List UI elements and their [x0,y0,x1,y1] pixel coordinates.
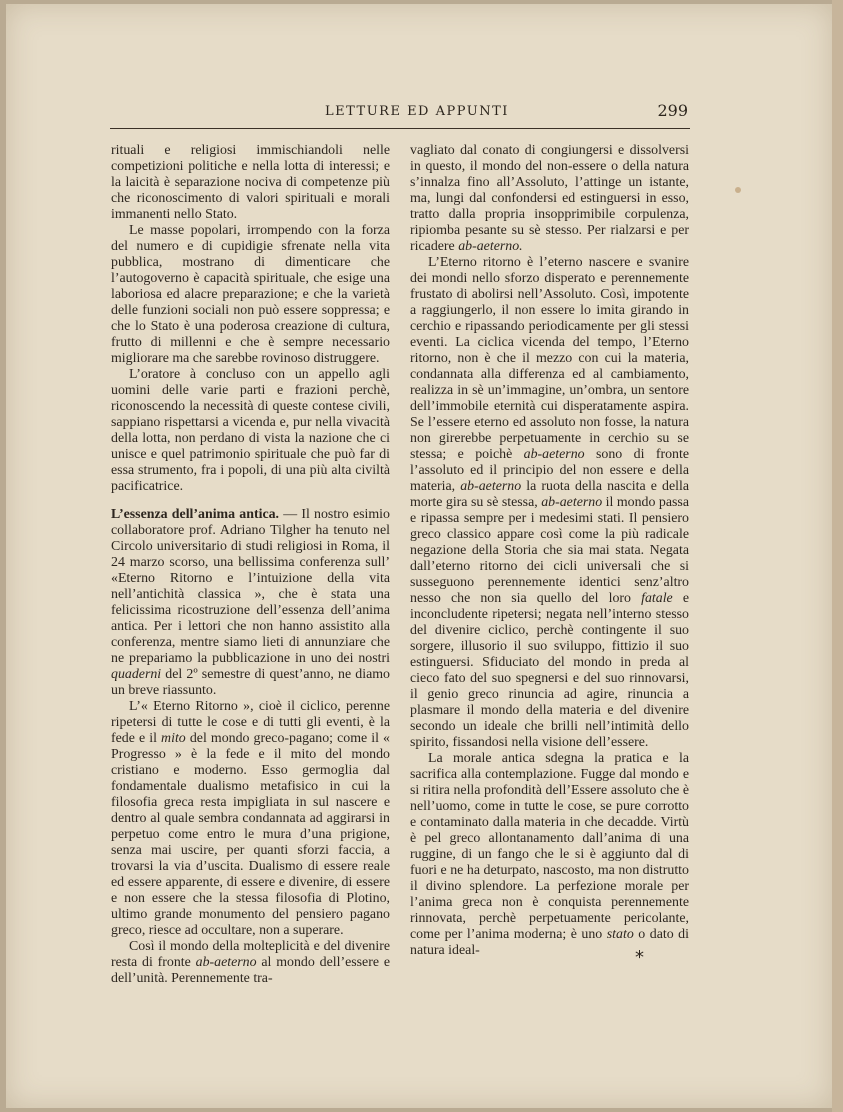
text-run: e inconcludente ripetersi; negata nell’interno stesso del divenire ciclico, perchè contingente il suo sorgere, illusorio il suo sviluppo, fittizio il suo estinguersi. Sfiduciato del mondo in preda al cieco fato del suo spegnersi e del suo rinnovarsi, il genio greco rinuncia ad agire, rinuncia a plasmare il mondo della materia e del divenire secondo un ideale che brilli nell’intimità dello spirito, fissandosi nella visione dell’essere. [410,591,689,750]
page-edge [832,0,843,1112]
text-run: La morale antica sdegna la pratica e la sacrifica alla contemplazione. Fugge dal mondo e si ritira nella profondità dell’Essere assoluto che è nell’uomo, come in tutte le cose, se pure corrotto e contaminato dalla materia in che decadde. Virtù è pel greco allontanamento dall’anima di una ruggine, di un fango che le si è aggiunto dal di fuori e ne ha deturpato, nascosto, ma non distrutto il divino splendore. La perfezione morale per l’anima greca non è conquista perennemente rinnovata, perchè perpetuamente pericolante, come per l’anima moderna; è uno [410,751,689,942]
paragraph [111,939,390,987]
paragraph [111,699,390,939]
text-run: L’« Eterno Ritorno », cioè il ciclico, perenne ripetersi di tutte le cose e di tutti gli eventi, è la fede e il [111,699,390,746]
page-number: 299 [657,101,688,120]
text-run: del mondo greco-pagano; come il « Progresso » è la fede e il mito del mondo cristiano e moderno. Esso germoglia dal fondamentale dualismo metafisico in cui la filosofia greca resta impigliata in sul nascere e dentro al quale sembra condannata ad aggirarsi in perpetuo come entro le mura d’una prigione, senza mai uscire, per quanti sforzi faccia, a trovarsi la via d’uscita. Dualismo di essere reale ed essere apparente, di essere e divenire, di essere e non essere che la stessa filosofia di Plotino, ultimo grande monumento del pensiero pagano greco, riesce ad occultare, non a superare. [111,731,390,938]
italic-run: stato [606,927,634,942]
italic-run: ab-aeterno [523,447,585,462]
text-run: o dato di natura ideal- [410,927,689,958]
foxing-spot [735,187,741,193]
section-heading: L’essenza dell’anima antica. [111,507,280,522]
text-run: al mondo dell’essere e dell’unità. Perennemente tra- [111,955,390,986]
text-run: la ruota della nascita e della morte gira su sè stessa, [410,479,690,510]
italic-run: ab-aeterno [460,479,522,494]
text-run: vagliato dal conato di congiungersi e dissolversi in questo, il mondo del non-essere o della natura s’innalza fino all’Assoluto, l’attinge un istante, ma, lungi dal confondersi ed estinguersi in esso, tratto dalla propria insopprimibile corpulenza, ripiomba pesante su sè stesso. Per rialzarsi e per ricadere [410,143,689,254]
text-run: il mondo passa e ripassa sempre per i medesimi stati. Il pensiero greco classico appare così come la più radicale negazione della Storia che sia mai stata. Negata dall’eterno ritorno dei cicli universali che si susseguono perennemente identici senz’altro nesso che non sia quello del loro [410,495,689,606]
italic-run: mito [161,731,186,746]
text-run: L’Eterno ritorno è l’eterno nascere e svanire dei mondi nello sforzo disperato e perennemente frustato di abolirsi nell’Assoluto. Così, impotente a raggiungerlo, il non essere lo imita girando in cerchio e ripassando periodicamente per gli stessi eventi. La ciclica vicenda del tempo, l’Eterno ritorno, non è che il mezzo con cui la materia, condannata alla differenza ed al cambiamento, realizza in sè un’immagine, un’ombra, un sentore dell’immobile eternità cui disperatamente aspira. Se l’essere eterno ed assoluto non fosse, la natura non girerebbe perpetuamente in cerchio su se stessa; e poichè [410,255,689,462]
running-header [110,101,690,129]
text-run: — Il nostro esimio collaboratore prof. Adriano Tilgher ha tenuto nel Circolo universitario di studi religiosi in Roma, il 24 marzo scorso, una bellissima conferenza sull’ «Eterno Ritorno e l’intuizione della vita nell’antichità classica », che è stata una felicissima ricostruzione dell’essenza dell’anima antica. Per i lettori che non hanno assistito alla conferenza, mentre siamo lieti di annunziare che ne prepariamo la pubblicazione in uno dei nostri [111,507,390,666]
italic-run: ab-aeterno [541,495,603,510]
header-title: LETTURE ED APPUNTI [325,104,509,119]
paragraph: Le masse popolari, irrompendo con la forza del numero e di cupidigie sfrenate nella vita pubblica, mostrano di dimenticare che l’autogoverno è capacità spirituale, che esige una laboriosa ed alacre preparazione; e che la varietà delle funzioni sociali non può essere soppressa; e che lo Stato è una poderosa creazione di cultura, frutto di millenni e che è sempre necessario migliorare ma che sarebbe rovinoso distruggere. [111,223,390,366]
paragraph: L’oratore à concluso con un appello agli uomini delle varie parti e frazioni perchè, riconoscendo la necessità di queste contese civili, sappiano rispettarsi a vicenda e, pur nella vivacità della lotta, non perdano di vista la nazione che ci unisce e quel patrimonio spirituale che può far di essa strumento, fra i popoli, di una più alta civiltà pacificatrice. [111,367,390,494]
paragraph [410,143,689,255]
text-run: sono di fronte l’assoluto ed il principio del non essere e della materia, [410,447,689,494]
paragraph [410,751,689,959]
italic-run: ab-aeterno [195,955,257,970]
text-run: Così il mondo della molteplicità e del divenire resta di fronte [111,939,390,970]
text-run: del 2º semestre di quest’anno, ne diamo un breve riassunto. [111,667,390,698]
right-column [410,143,689,959]
italic-run: quaderni [111,667,162,682]
footer-asterisk: * [635,947,644,968]
section-paragraph [111,507,390,699]
paragraph: rituali e religiosi immischiandoli nelle competizioni politiche e nella lotta di interessi; e la laicità è separazione nociva di competenze più che riconoscimento di valori spirituali e morali immanenti nello Stato. [111,143,390,222]
italic-run: ab-aeterno. [458,239,523,254]
paragraph [410,255,689,751]
left-column [111,143,390,987]
italic-run: fatale [641,591,673,606]
